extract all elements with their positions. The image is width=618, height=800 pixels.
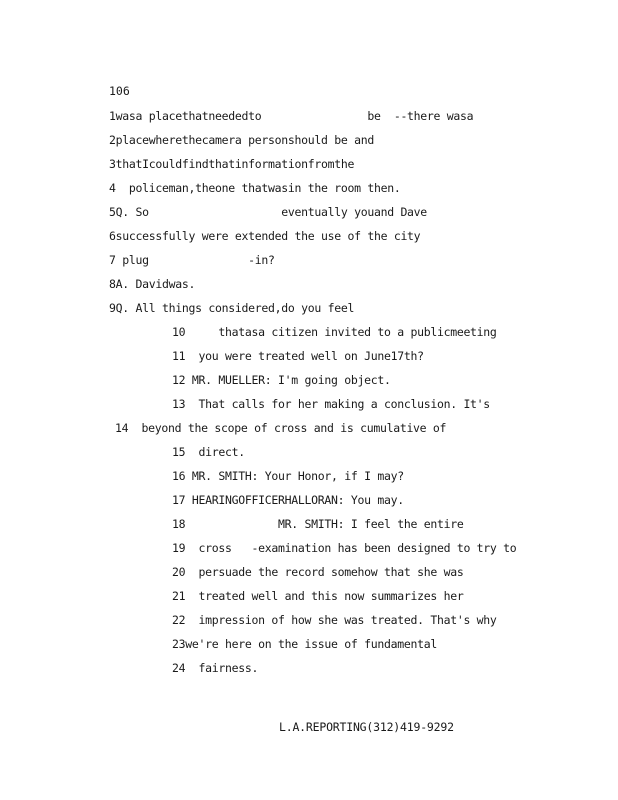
reporter-footer: L.A.REPORTING(312)419-9292 — [279, 720, 454, 734]
transcript-line-19: 19 cross -examination has been designed to try to — [172, 541, 517, 555]
transcript-line-16: 16 MR. SMITH: Your Honor, if I may? — [172, 469, 404, 483]
transcript-line-5: 5Q. So eventually youand Dave — [109, 205, 427, 219]
transcript-line-14: 14 beyond the scope of cross and is cumulative of — [115, 421, 447, 435]
transcript-line-20: 20 persuade the record somehow that she was — [172, 565, 464, 579]
transcript-line-12: 12 MR. MUELLER: I'm going object. — [172, 373, 391, 387]
transcript-line-17: 17 HEARINGOFFICERHALLORAN: You may. — [172, 493, 404, 507]
transcript-line-21: 21 treated well and this now summarizes her — [172, 589, 464, 603]
transcript-line-11: 11 you were treated well on June17th? — [172, 349, 424, 363]
transcript-line-15: 15 direct. — [172, 445, 245, 459]
transcript-line-22: 22 impression of how she was treated. That's why — [172, 613, 497, 627]
transcript-line-6: 6successfully were extended the use of the city — [109, 229, 421, 243]
transcript-line-9: 9Q. All things considered,do you feel — [109, 301, 355, 315]
transcript-line-8: 8A. Davidwas. — [109, 277, 196, 291]
transcript-line-1: 1wasa placethatneededto be --there wasa — [109, 109, 474, 123]
transcript-line-23: 23we're here on the issue of fundamental — [172, 637, 437, 651]
transcript-line-24: 24 fairness. — [172, 661, 259, 675]
transcript-line-7: 7 plug -in? — [109, 253, 275, 267]
transcript-line-3: 3thatIcouldfindthatinformationfromthe — [109, 157, 355, 171]
transcript-line-2: 2placewherethecamera personshould be and — [109, 133, 374, 147]
page-number: 106 — [109, 84, 130, 98]
transcript-line-4: 4 policeman,theone thatwasin the room then. — [109, 181, 401, 195]
transcript-line-10: 10 thatasa citizen invited to a publicmeeting — [172, 325, 497, 339]
transcript-line-18: 18 MR. SMITH: I feel the entire — [172, 517, 464, 531]
transcript-line-13: 13 That calls for her making a conclusion. It's — [172, 397, 490, 411]
